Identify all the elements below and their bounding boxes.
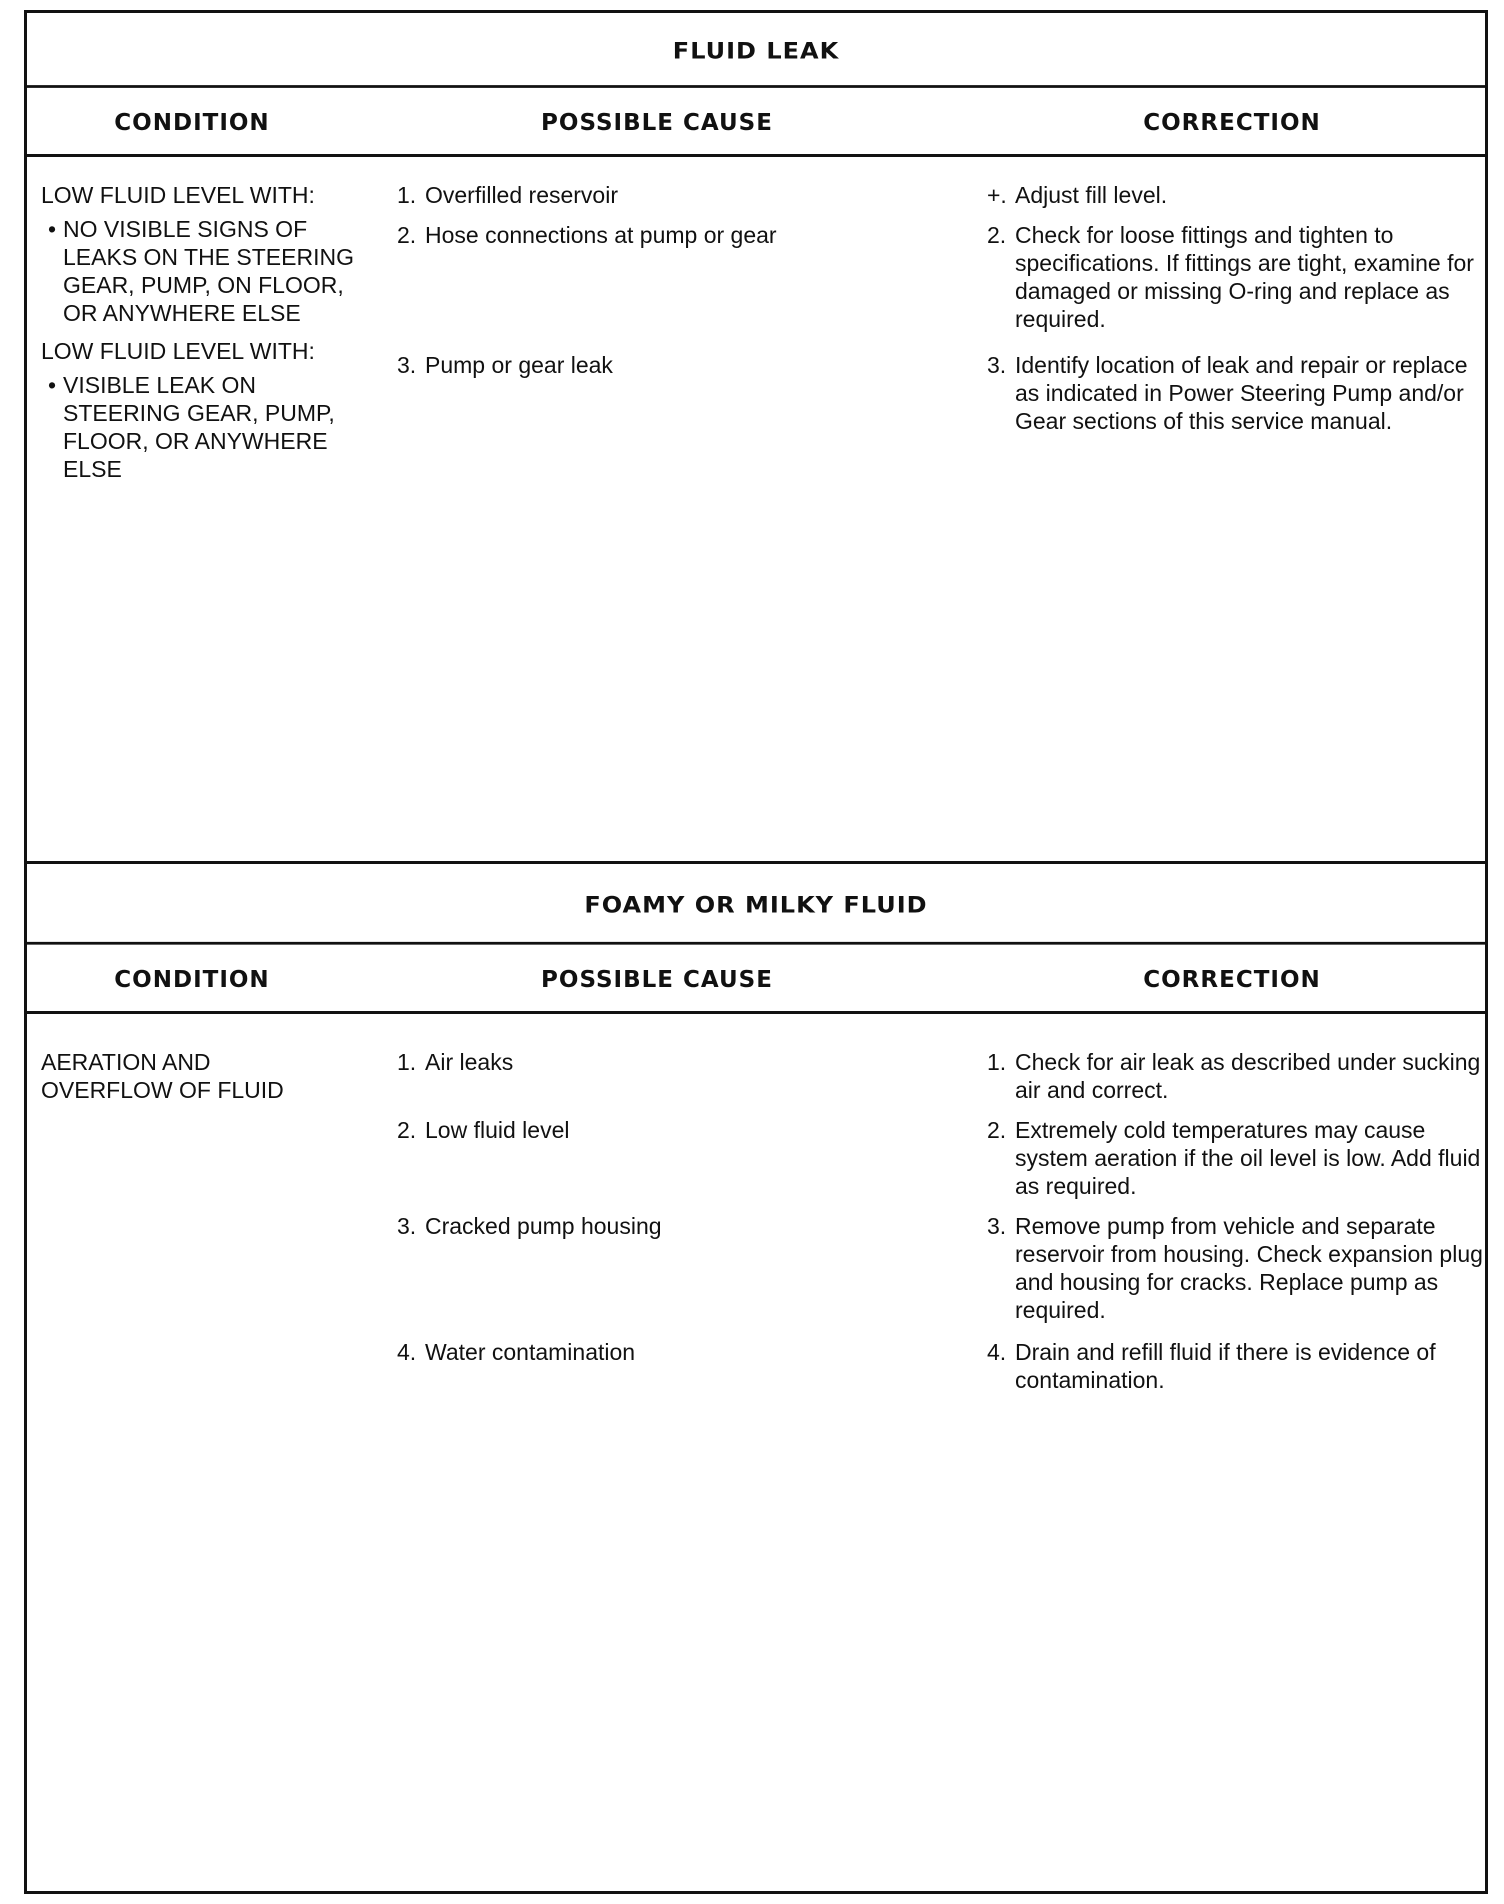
correction-header: CORRECTION	[1143, 966, 1321, 993]
possible-cause-header: POSSIBLE CAUSE	[541, 109, 773, 136]
cause-item	[397, 221, 917, 249]
cause-column	[397, 1014, 917, 1414]
condition-bullet	[41, 371, 361, 483]
cause-text: Hose connections at pump or gear	[425, 222, 777, 248]
troubleshooting-chart	[24, 10, 1488, 1894]
cause-text: Low fluid level	[425, 1117, 570, 1143]
correction-text: Drain and refill fluid if there is evidence of contamination.	[1015, 1339, 1436, 1393]
correction-text: Extremely cold temperatures may cause system aeration if the oil level is low. Add fluid as required.	[1015, 1117, 1481, 1199]
cause-item	[397, 1048, 917, 1076]
correction-column	[987, 157, 1487, 557]
correction-text: Identify location of leak and repair or replace as indicated in Power Steering Pump and/or Gear sections of this service manual.	[1015, 352, 1468, 434]
cause-text: Water contamination	[425, 1339, 636, 1365]
cause-text: Pump or gear leak	[425, 352, 613, 378]
cause-item	[397, 1212, 917, 1240]
item-number: 2.	[397, 1117, 417, 1143]
correction-item	[987, 221, 1487, 333]
correction-item	[987, 181, 1487, 209]
item-number: +.	[987, 182, 1007, 208]
cause-item	[397, 1338, 917, 1366]
cause-item	[397, 1116, 917, 1144]
cause-text: Overfilled reservoir	[425, 182, 618, 208]
correction-item	[987, 1212, 1487, 1324]
correction-text: Check for loose fittings and tighten to specifications. If fittings are tight, examine for damaged or missing O-ring and replace as required.	[1015, 222, 1474, 332]
cause-item	[397, 351, 917, 379]
condition-detail: NO VISIBLE SIGNS OF LEAKS ON THE STEERING GEAR, PUMP, ON FLOOR, OR ANYWHERE ELSE	[63, 216, 354, 326]
cause-text: Air leaks	[425, 1049, 514, 1075]
correction-item	[987, 1116, 1487, 1200]
item-number: 3.	[397, 1213, 417, 1239]
cause-item	[397, 181, 917, 209]
condition-bullet	[41, 215, 361, 327]
foamy-fluid-body	[27, 1014, 1485, 1814]
item-number: 2.	[987, 222, 1007, 248]
cause-column	[397, 157, 917, 557]
condition-header: CONDITION	[114, 966, 270, 993]
column-header-row	[27, 91, 1485, 157]
item-number: 1.	[397, 1049, 417, 1075]
cause-text: Cracked pump housing	[425, 1213, 662, 1239]
condition-column	[41, 1048, 301, 1104]
possible-cause-header: POSSIBLE CAUSE	[541, 966, 773, 993]
condition-label: LOW FLUID LEVEL WITH:	[41, 338, 315, 364]
correction-text: Remove pump from vehicle and separate reservoir from housing. Check expansion plug and housing for cracks. Replace pump as required.	[1015, 1213, 1483, 1323]
item-number: 2.	[397, 222, 417, 248]
bullet-icon: •	[47, 372, 57, 398]
correction-item	[987, 1048, 1487, 1104]
item-number: 3.	[987, 1213, 1007, 1239]
correction-item	[987, 351, 1487, 435]
condition-label: LOW FLUID LEVEL WITH:	[41, 182, 315, 208]
item-number: 3.	[987, 352, 1007, 378]
column-header-row	[27, 948, 1485, 1014]
correction-item	[987, 1338, 1487, 1394]
item-number: 1.	[397, 182, 417, 208]
correction-text: Adjust fill level.	[1015, 182, 1168, 208]
section-title: FOAMY OR MILKY FLUID	[27, 867, 1485, 944]
correction-text: Check for air leak as described under sucking air and correct.	[1015, 1049, 1481, 1103]
correction-header: CORRECTION	[1143, 109, 1321, 136]
condition-label: AERATION AND OVERFLOW OF FLUID	[41, 1049, 284, 1103]
condition-column	[41, 181, 361, 493]
item-number: 2.	[987, 1117, 1007, 1143]
item-number: 4.	[987, 1339, 1007, 1365]
correction-column	[987, 1014, 1487, 1414]
foamy-fluid-section	[27, 864, 1485, 1891]
fluid-leak-section	[27, 13, 1485, 864]
fluid-leak-body	[27, 157, 1485, 857]
item-number: 4.	[397, 1339, 417, 1365]
bullet-icon: •	[47, 216, 57, 242]
item-number: 1.	[987, 1049, 1007, 1075]
condition-detail: VISIBLE LEAK ON STEERING GEAR, PUMP, FLOOR, OR ANYWHERE ELSE	[63, 372, 335, 482]
item-number: 3.	[397, 352, 417, 378]
condition-header: CONDITION	[114, 109, 270, 136]
section-title: FLUID LEAK	[27, 16, 1485, 88]
